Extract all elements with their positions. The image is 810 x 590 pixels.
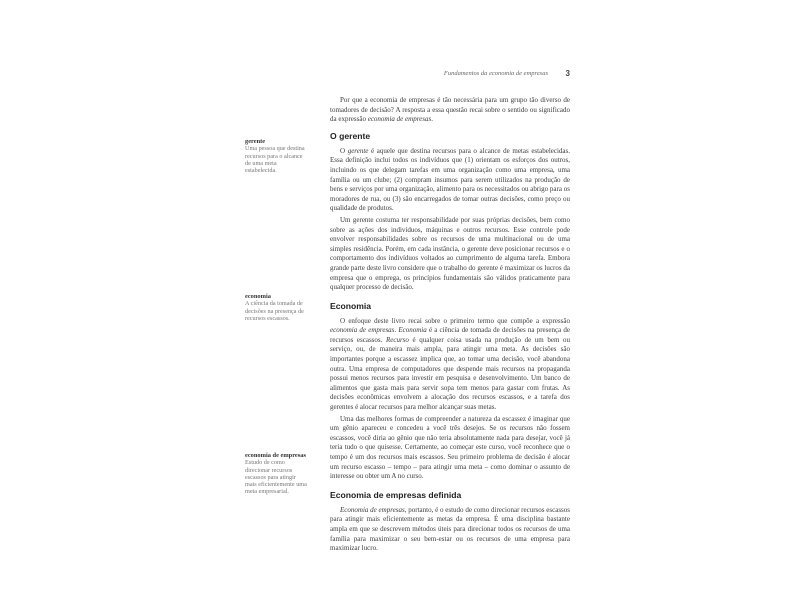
margin-note-economia bbox=[245, 293, 307, 322]
definida-paragraph-1: Economia de empresas, portanto, é o estudo de como direcionar recursos escassos para atingir mais eficientemente as metas da empresa. É uma disciplina bastante ampla em que se descrevem métodos úteis para direcionar todos os recursos de uma família para maximizar o seu bem-estar ou os recursos de uma empresa para maximizar lucro. bbox=[330, 505, 570, 553]
gerente-paragraph-2: Um gerente costuma ter responsabilidade por suas próprias decisões, bem como sobre as ações dos indivíduos, máquinas e outros recursos. Esse controle pode envolver responsabilidades sobre os recursos de uma multinacional ou de uma simples residência. Porém, em cada instância, o gerente deve posicionar recursos e o comportamento dos indivíduos voltados ao cumprimento de alguma tarefa. Embora grande parte deste livro considere que o trabalho do gerente é maximizar os lucros da empresa que o emprega, os princípios fundamentais são válidos praticamente para qualquer processo de decisão. bbox=[330, 215, 570, 292]
heading-o-gerente: O gerente bbox=[330, 130, 371, 141]
margin-term: economia de empresas bbox=[245, 452, 306, 459]
running-title: Fundamentos da economia de empresas bbox=[443, 70, 548, 77]
heading-economia-de-empresas-definida: Economia de empresas definida bbox=[330, 489, 462, 500]
economia-paragraph-2: Uma das melhores formas de compreender a natureza da escassez é imaginar que um gênio apareceu e concedeu a você três desejos. Se os recursos não fossem escassos, você diria ao gênio que não teria absolutamente nada para desejar, você já teria tudo o que quisesse. Certamente, ao começar este curso, você reconhece que o tempo é um dos recursos mais escassos. Seu primeiro problema de decisão é alocar um recurso escasso – tempo – para atingir uma meta – como dominar o assunto de interesse ou obter um A no curso. bbox=[330, 414, 570, 481]
economia-paragraph-1: O enfoque deste livro recai sobre o primeiro termo que compõe a expressão economia de empresas. Economia é a ciência de tomada de decisões na presença de recursos escassos. Recurso é qualquer coisa usada na produção de um bem ou serviço, ou, de maneira mais ampla, para atingir uma meta. As decisões são importantes porque a escassez implica que, ao tomar uma decisão, você abandona outra. Uma empresa de computadores que despende mais recursos na propaganda possui menos recursos para investir em pesquisa e desenvolvimento. Um banco de alimentos que gasta mais para servir sopa tem menos para gastar com frutas. As decisões econômicas envolvem a alocação dos recursos escassos, e a tarefa dos gerentes é alocar recursos para melhor alcançar suas metas. bbox=[330, 316, 570, 412]
margin-term: economia bbox=[245, 293, 271, 300]
margin-definition: Estudo de como direcionar recursos escassos para atingir mais eficientemente uma meta empresarial. bbox=[245, 459, 307, 496]
main-text-column bbox=[330, 96, 570, 556]
margin-note-gerente bbox=[245, 138, 307, 174]
gerente-paragraph-1: O gerente é aquele que destina recursos para o alcance de metas estabelecidas. Essa definição inclui todos os indivíduos que (1) orientam os esforços dos outros, incluindo os que delegam tarefas em uma organização como uma empresa, uma família ou um clube; (2) compram insumos para serem utilizados na produção de bens e serviços por uma organização, alimento para os necessitados ou abrigo para os moradores de rua, ou (3) são encarregados de tomar outras decisões, como preço ou qualidade de produtos. bbox=[330, 146, 571, 213]
margin-definition: Uma pessoa que destina recursos para o alcance de uma meta estabelecida. bbox=[245, 145, 305, 175]
page-number: 3 bbox=[565, 69, 570, 78]
intro-paragraph: Por que a economia de empresas é tão necessária para um grupo tão diverso de tomadores de decisão? A resposta a essa questão recai sobre o sentido ou significado da expressão economia de empresas. bbox=[330, 96, 570, 124]
margin-note-economia-de-empresas bbox=[245, 452, 307, 495]
heading-economia: Economia bbox=[330, 300, 372, 311]
running-header bbox=[330, 70, 570, 82]
margin-term: gerente bbox=[245, 138, 266, 145]
margin-definition: A ciência da tomada de decisões na presença de recursos escassos. bbox=[245, 300, 304, 322]
